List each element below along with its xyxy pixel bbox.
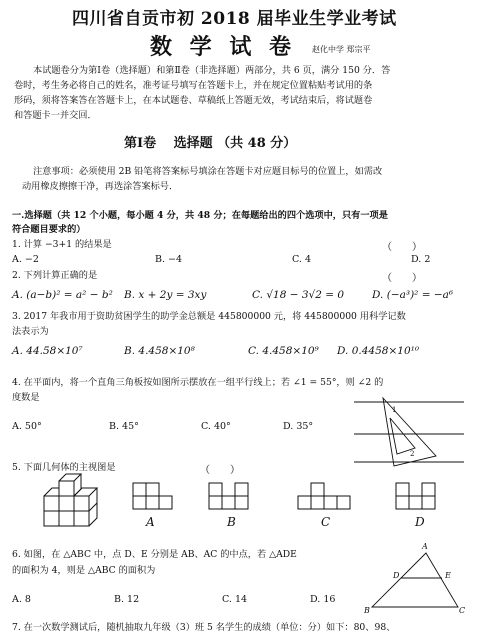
q4-angle-label-2: 2 — [410, 450, 415, 458]
q1-option-b: B. −4 — [155, 254, 183, 265]
q4-option-a: A. 50° — [12, 421, 42, 432]
q2-option-c: C. √18 − 3√2 = 0 — [252, 289, 345, 301]
q5-option-b-figure — [209, 483, 248, 509]
section-title: 第Ⅰ卷 选择题 （共 48 分） — [124, 136, 297, 151]
part-heading-line-1: 一.选择题（共 12 个小题，每小题 4 分，共 48 分；在每题给出的四个选项中，只有一项是 — [12, 210, 388, 221]
q7-stem: 7. 在一次数学测试后，随机抽取九年级（3）班 5 名学生的成绩（单位：分）如下：80、98、 — [12, 622, 396, 633]
q3-option-a: A. 44.58×10⁷ — [12, 345, 83, 357]
q6-point-c: C — [459, 606, 466, 615]
paper-subtitle: 数 学 试 卷 — [150, 34, 296, 60]
q4-option-b: B. 45° — [109, 421, 139, 432]
q2-stem: 2. 下列计算正确的是 — [12, 270, 98, 281]
q6-point-a: A — [422, 542, 428, 551]
q5-stem: 5. 下面几何体的主视图是 — [12, 462, 116, 473]
q6-option-d: D. 16 — [310, 594, 336, 605]
q6-option-a: A. 8 — [12, 594, 31, 605]
q1-option-a: A. −2 — [12, 254, 39, 265]
q4-angle-label-1: 1 — [392, 406, 397, 414]
q6-option-c: C. 14 — [222, 594, 248, 605]
q6-stem-line-1: 6. 如图，在 △ABC 中，点 D、E 分别是 AB、AC 的中点，若 △ADE — [12, 549, 297, 560]
q1-option-d: D. 2 — [411, 254, 431, 265]
q6-triangle-abc — [372, 553, 458, 607]
q5-label-c: C — [321, 515, 331, 529]
q5-label-b: B — [227, 515, 236, 529]
q3-option-c: C. 4.458×10⁹ — [248, 345, 319, 357]
q4-option-c: C. 40° — [201, 421, 231, 432]
q1-option-c: C. 4 — [292, 254, 312, 265]
paper-title: 四川省自贡市初 2018 届毕业生学业考试 — [72, 9, 397, 29]
q6-point-b: B — [364, 606, 370, 615]
q2-answer-paren: （ ） — [382, 273, 422, 284]
q6-point-d: D — [393, 571, 400, 580]
q3-stem-line-1: 3. 2017 年我市用于资助贫困学生的助学金总额是 445800000 元，将 445800000 用科学记数 — [12, 311, 406, 322]
q1-stem: 1. 计算 −3+1 的结果是 — [12, 239, 112, 250]
author-line: 赵化中学 郑宗平 — [312, 45, 371, 54]
q3-option-b: B. 4.458×10⁸ — [124, 345, 195, 357]
q5-option-a-figure — [133, 483, 172, 509]
q5-answer-paren: （ ） — [200, 465, 240, 476]
q5-label-a: A — [146, 515, 155, 529]
q4-stem-line-2: 度数是 — [12, 392, 40, 403]
part-heading-line-2: 符合题目要求的） — [12, 224, 86, 235]
notice-line-2: 动用橡皮擦擦干净，再选涂答案标号． — [22, 181, 179, 192]
intro-line-1: 本试题卷分为第Ⅰ卷（选择题）和第Ⅱ卷（非选择题）两部分，共 6 页，满分 150 分．答 — [33, 65, 391, 76]
q3-stem-line-2: 法表示为 — [12, 326, 49, 337]
q6-stem-line-2: 的面积为 4，则是 △ABC 的面积为 — [12, 565, 156, 576]
q2-option-a: A. (a−b)² = a² − b² — [12, 289, 113, 301]
q6-option-b: B. 12 — [114, 594, 140, 605]
q5-option-d-figure — [396, 483, 435, 509]
q5-solid-figure — [44, 474, 97, 526]
q3-option-d: D. 0.4458×10¹⁰ — [337, 345, 420, 357]
q6-point-e: E — [445, 571, 451, 580]
q4-option-d: D. 35° — [283, 421, 314, 432]
notice-line-1: 注意事项：必须使用 2B 铅笔将答案标号填涂在答题卡对应题目标号的位置上，如需改 — [33, 166, 383, 177]
q2-option-b: B. x + 2y = 3xy — [124, 289, 207, 301]
q2-option-d: D. (−a³)² = −a⁶ — [372, 289, 454, 301]
intro-line-2: 卷时，考生务必将自己的姓名，准考证号填写在答题卡上，并在规定位置粘贴考试用的条 — [14, 80, 373, 91]
q5-option-c-figure — [298, 483, 350, 509]
q1-answer-paren: （ ） — [382, 242, 422, 253]
intro-line-4: 和答题卡一并交回． — [14, 110, 97, 121]
intro-line-3: 形码，须将答案答在答题卡上，在本试题卷、草稿纸上答题无效，考试结束后，将试题卷 — [14, 95, 373, 106]
q4-triangle-inner — [390, 418, 415, 454]
q5-label-d: D — [415, 515, 425, 529]
q4-stem-line-1: 4. 在平面内，将一个直角三角板按如图所示摆放在一组平行线上；若 ∠1 = 55°，则 ∠2 的 — [12, 377, 384, 388]
